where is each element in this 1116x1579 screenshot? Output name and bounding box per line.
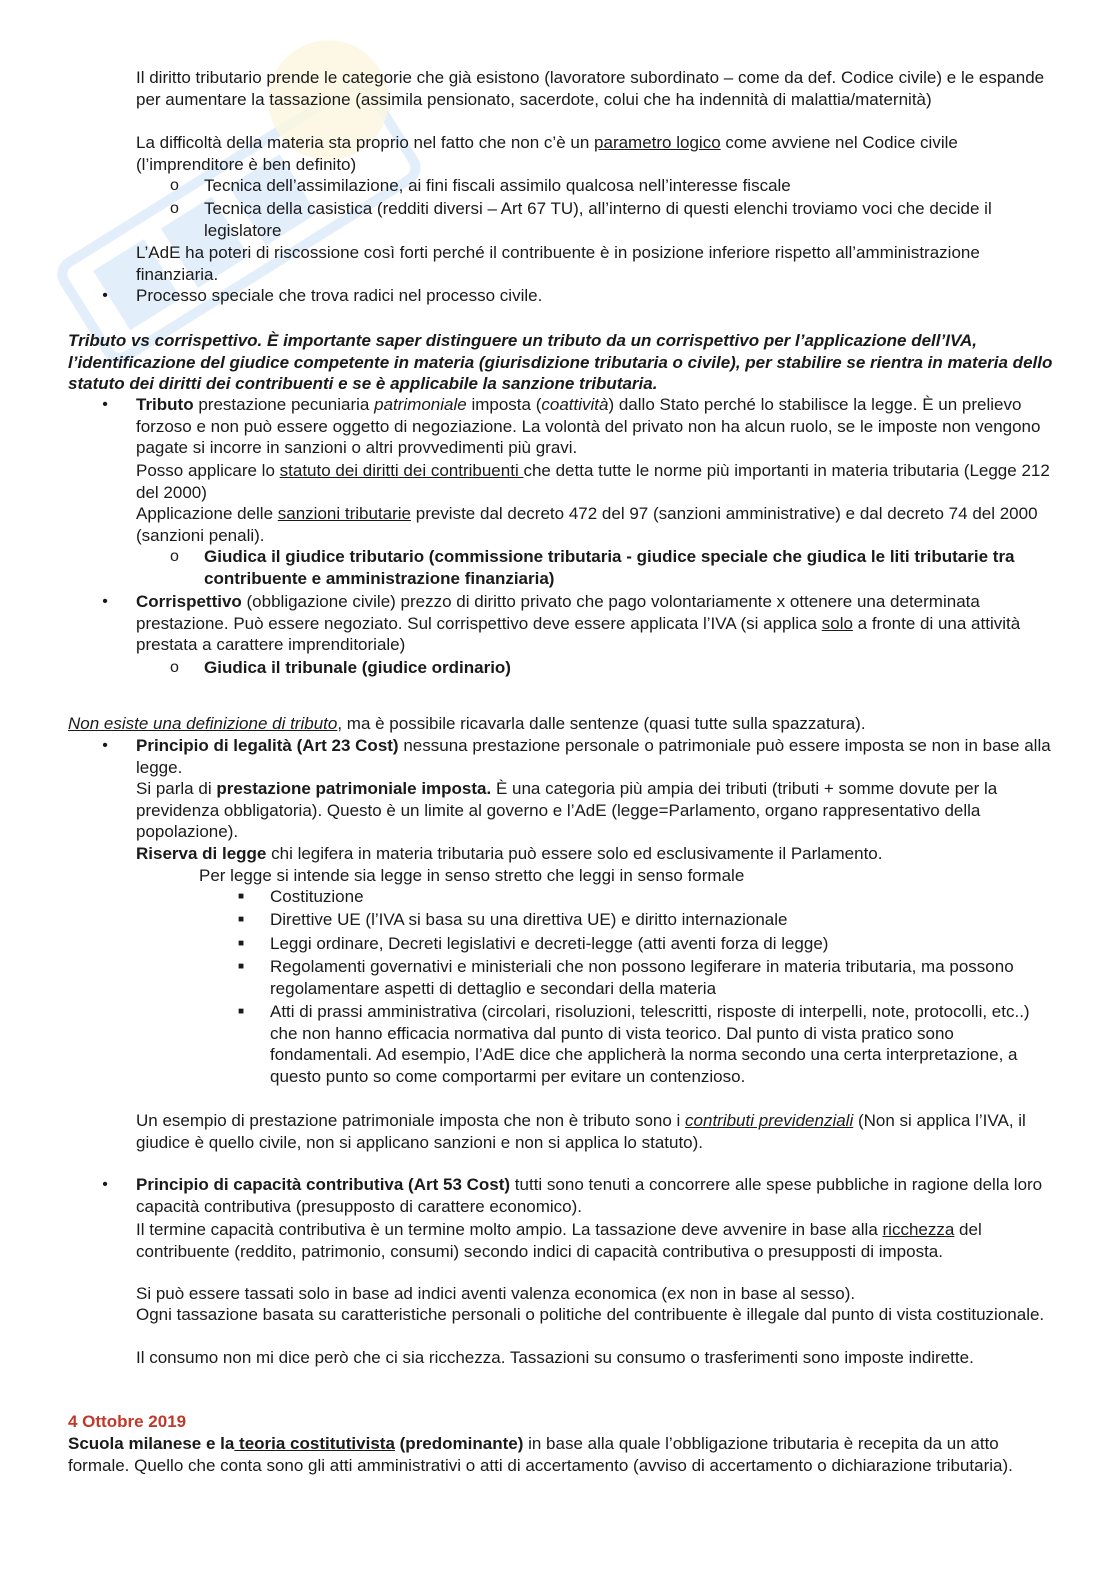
term-bold: Principio di legalità (Art 23 Cost) <box>136 736 399 755</box>
difficulty-paragraph <box>136 132 1056 175</box>
bullet-dot: • <box>102 593 108 610</box>
text-run: nessuna prestazione personale o patrimoniale può essere imposta se non in base alla legge. <box>136 736 1051 777</box>
statuto-paragraph <box>136 460 1056 503</box>
fonte-item <box>270 1001 1056 1087</box>
ricchezza-paragraph <box>136 1219 1056 1262</box>
indici-paragraph <box>136 1283 1056 1305</box>
text-run: L’AdE ha poteri di riscossione così forti perché il contribuente è in posizione inferiore rispetto all’amministrazione finanziaria. <box>136 243 980 284</box>
square-bullet: ■ <box>238 914 245 925</box>
intro-paragraph <box>136 67 1056 110</box>
legalita-item <box>136 735 1056 778</box>
text-run: (Non si applica l’IVA, il giudice è quello civile, non si applicano sanzioni e non si applica lo statuto). <box>136 1111 1026 1152</box>
text-run-underlined: parametro logico <box>594 133 721 152</box>
text-run: Applicazione delle <box>136 504 278 523</box>
text-run-italic: coattività <box>541 395 609 414</box>
text-run: La difficoltà della materia sta proprio nel fatto che non c’è un <box>136 133 595 152</box>
text-run-underlined: sanzioni tributarie <box>277 504 412 523</box>
fonte-item <box>270 886 1056 908</box>
processo-speciale-item <box>136 285 1056 307</box>
text-run: previste dal decreto 472 del 97 (sanzioni amministrative) e dal decreto 74 del 2000 (sanzioni penali). <box>136 504 1038 545</box>
esempio-paragraph <box>136 1110 1056 1153</box>
text-run-underlined: statuto dei diritti dei contribuenti <box>279 461 524 480</box>
text-run: Ogni tassazione basata su caratteristiche personali o politiche del contribuente è illegale dal punto di vista costituzionale. <box>136 1305 1045 1324</box>
sanzioni-paragraph <box>136 503 1056 546</box>
term-bold: Riserva di legge <box>136 844 267 863</box>
text-run: ) dallo Stato perché lo stabilisce la legge. È un prelievo forzoso e non può essere oggetto di negoziazione. La volontà del privato non ha alcun ruolo, se le imposte non vengono pagate si incorre in sanzioni o altri provvedimenti più gravi. <box>136 395 1041 457</box>
text-run: Processo speciale che trova radici nel processo civile. <box>136 286 543 305</box>
text-run-italic-underlined: contributi previdenziali <box>685 1111 854 1130</box>
bullet-dot: • <box>102 396 108 413</box>
text-run: che detta tutte le norme più importanti in materia tributaria (Legge 212 del 2000) <box>136 461 1050 502</box>
tributo-heading <box>68 330 1056 395</box>
riserva-paragraph <box>136 843 1056 865</box>
term-bold: Corrispettivo <box>136 592 242 611</box>
text-run: Tecnica dell’assimilazione, ai fini fiscali assimilo qualcosa nell’interesse fiscale <box>204 176 791 195</box>
intro-text: Il diritto tributario prende le categorie che già esistono (lavoratore subordinato – come da def. Codice civile) e le espande per aumentare la tassazione (assimila pensionato, sacerdote, colui che ha indennità di malattia/maternità) <box>136 68 1045 109</box>
sub-item-casistica <box>204 198 1056 241</box>
fonte-item <box>270 933 1056 955</box>
text-run: Leggi ordinare, Decreti legislativi e decreti-legge (atti aventi forza di legge) <box>270 934 829 953</box>
sub-bullet: o <box>170 548 179 565</box>
per-legge-paragraph <box>199 865 1056 887</box>
illegale-paragraph <box>136 1304 1056 1326</box>
text-run: del contribuente (reddito, patrimonio, consumi) secondo indici di capacità contributiva o presupposti di imposta. <box>136 1220 982 1261</box>
text-run-italic: patrimoniale <box>374 395 467 414</box>
text-run: Si parla di <box>136 779 217 798</box>
text-run: Tributo vs corrispettivo. È importante saper distinguere un tributo da un corrispettivo per l’applicazione dell’IVA, l’identificazione del giudice competente in materia (giurisdizione tributaria o civile), per stabilire se rientra in materia dello statuto dei diritti dei contribuenti e se è applicabile la sanzione tributaria. <box>68 331 1053 393</box>
bullet-dot: • <box>102 287 108 304</box>
date-heading <box>68 1411 1056 1433</box>
text-run: come avviene nel Codice civile (l’imprenditore è ben definito) <box>136 133 958 174</box>
scuola-milanese-paragraph <box>68 1433 1056 1476</box>
term-bold: Principio di capacità contributiva (Art 53 Cost) <box>136 1175 511 1194</box>
square-bullet: ■ <box>238 961 245 972</box>
text-run: Direttive UE (l’IVA si basa su una direttiva UE) e diritto internazionale <box>270 910 788 929</box>
text-run: Si può essere tassati solo in base ad indici aventi valenza economica (ex non in base al sesso). <box>136 1284 856 1303</box>
sub-bullet: o <box>170 200 179 217</box>
square-bullet: ■ <box>238 1006 245 1017</box>
square-bullet: ■ <box>238 891 245 902</box>
sub-item-assimilazione <box>204 175 1056 197</box>
text-run: Costituzione <box>270 887 364 906</box>
fonte-item <box>270 956 1056 999</box>
text-run-underlined: ricchezza <box>882 1220 955 1239</box>
square-bullet: ■ <box>238 938 245 949</box>
text-run: imposta ( <box>466 395 542 414</box>
text-run: a fronte di una attività prestata a carattere imprenditoriale) <box>136 613 1021 654</box>
bullet-dot: • <box>102 1176 108 1193</box>
giudice-tributario-item <box>204 546 1056 589</box>
text-run-underlined: solo <box>821 613 853 633</box>
text-run: chi legifera in materia tributaria può essere solo ed esclusivamente il Parlamento. <box>266 844 883 863</box>
term-bold: Scuola milanese e la <box>68 1434 235 1453</box>
definizione-paragraph <box>68 713 1056 735</box>
text-run: in base alla quale l’obbligazione tributaria è recepita da un atto formale. Quello che conta sono gli atti amministrativi o atti di accertamento (avviso di accertamento o dichiarazione tributaria). <box>68 1434 1013 1475</box>
ade-paragraph <box>136 242 1056 285</box>
text-run: Tecnica della casistica (redditi diversi – Art 67 TU), all’interno di questi elenchi troviamo voci che decide il legislatore <box>204 199 992 240</box>
term-bold-underlined: teoria costitutivista <box>234 1434 395 1453</box>
term-bold: prestazione patrimoniale imposta. <box>216 779 492 798</box>
text-run: prestazione pecuniaria <box>193 395 375 414</box>
tributo-item <box>136 394 1056 459</box>
tribunale-item <box>204 657 1056 679</box>
text-run: Il termine capacità contributiva è un termine molto ampio. La tassazione deve avvenire in base alla <box>136 1220 883 1239</box>
sub-bullet: o <box>170 177 179 194</box>
text-run: Giudica il tribunale (giudice ordinario) <box>204 658 511 677</box>
corrispettivo-item <box>136 591 1056 656</box>
text-run: Regolamenti governativi e ministeriali che non possono legiferare in materia tributaria, ma possono regolamentare aspetti di dettaglio e secondari della materia <box>270 957 1014 998</box>
sub-bullet: o <box>170 659 179 676</box>
fonte-item <box>270 909 1056 931</box>
text-run: Un esempio di prestazione patrimoniale imposta che non è tributo sono i <box>136 1111 686 1130</box>
capacita-item <box>136 1174 1056 1217</box>
text-run: Per legge si intende sia legge in senso stretto che leggi in senso formale <box>199 866 745 885</box>
consumo-paragraph <box>136 1347 1056 1369</box>
text-run: tutti sono tenuti a concorrere alle spese pubbliche in ragione della loro capacità contributiva (presupposto di carattere economico). <box>136 1175 1043 1216</box>
term-bold: (predominante) <box>394 1434 524 1453</box>
text-run-italic-underlined: Non esiste una definizione di tributo <box>68 714 338 733</box>
text-run: Atti di prassi amministrativa (circolari, risoluzioni, telescritti, risposte di interpelli, note, protocolli, etc..) che non hanno efficacia normativa dal punto di vista teorico. Dal punto di vista pratico sono fondamentali. Ad esempio, l’AdE dice che applicherà la norma secondo una certa interpretazione, a questo punto so come comportarmi per evitare un contenzioso. <box>270 1002 1030 1086</box>
text-run: Giudica il giudice tributario (commissione tributaria - giudice speciale che giudica le liti tributarie tra contribuente e amministrazione finanziaria) <box>204 547 1015 588</box>
bullet-dot: • <box>102 737 108 754</box>
text-run: (obbligazione civile) prezzo di diritto privato che pago volontariamente x ottenere una determinata prestazione. Può essere negoziato. Sul corrispettivo deve essere applicata l’IVA (si applica <box>136 592 980 633</box>
term-bold: Tributo <box>136 395 194 414</box>
text-run: È una categoria più ampia dei tributi (tributi + somme dovute per la previdenza obbligatoria). Questo è un limite al governo e l’AdE (legge=Parlamento, organo rappresentativo della popolazione). <box>136 779 998 841</box>
text-run: Il consumo non mi dice però che ci sia ricchezza. Tassazioni su consumo o trasferimenti sono imposte indirette. <box>136 1348 974 1367</box>
text-run: , ma è possibile ricavarla dalle sentenze (quasi tutte sulla spazzatura). <box>337 714 866 733</box>
text-run: 4 Ottobre 2019 <box>68 1412 187 1431</box>
prestazione-paragraph <box>136 778 1056 843</box>
text-run: Posso applicare lo <box>136 461 280 480</box>
